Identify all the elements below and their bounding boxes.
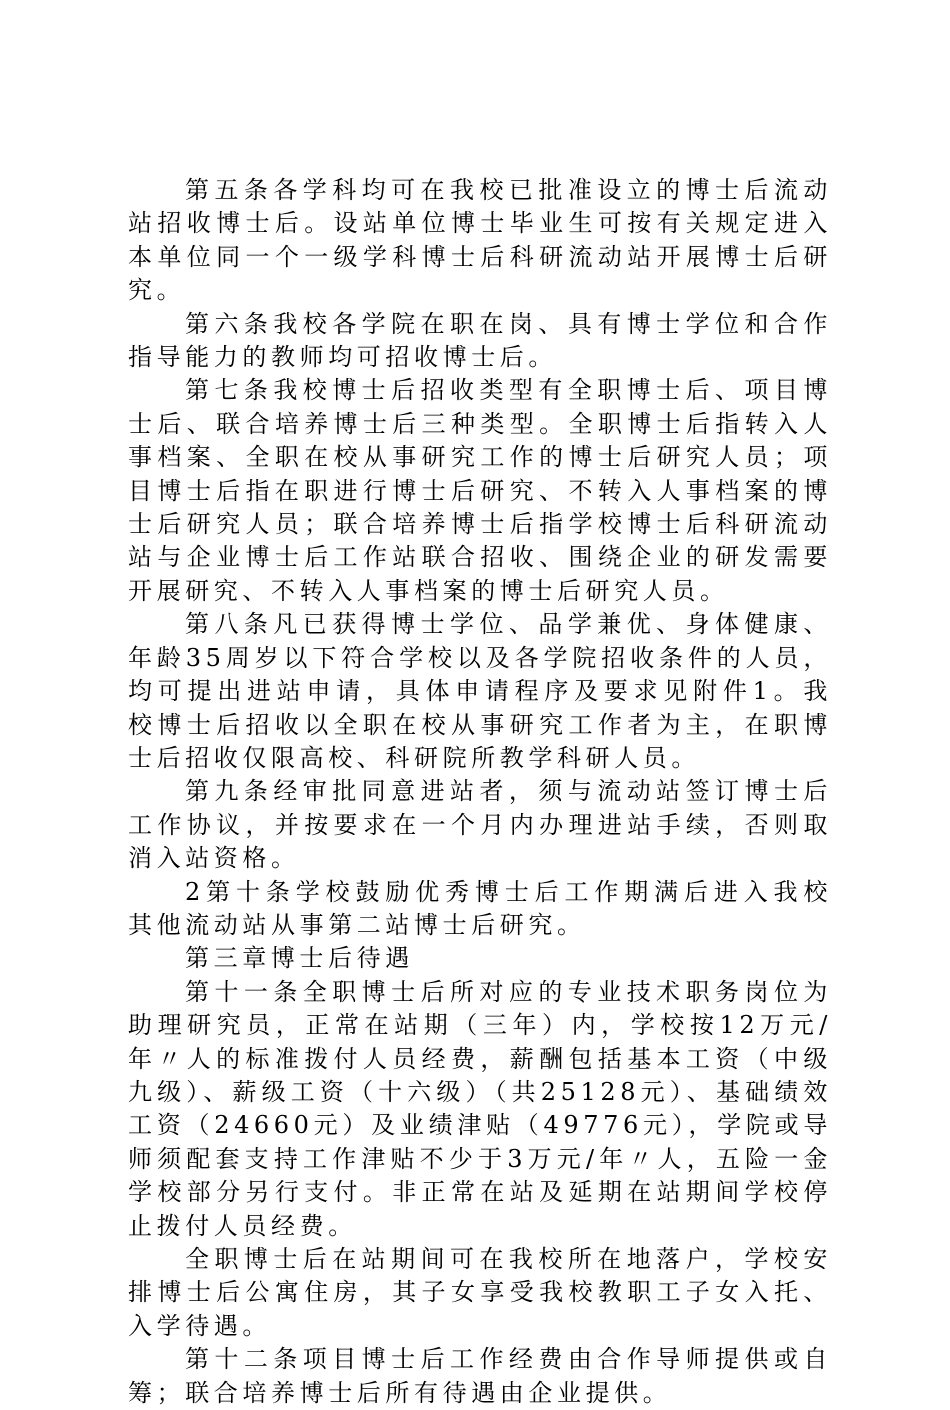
paragraph-article-6: 第六条我校各学院在职在岗、具有博士学位和合作指导能力的教师均可招收博士后。 — [128, 309, 832, 372]
paragraph-article-9: 第九条经审批同意进站者，须与流动站签订博士后工作协议，并按要求在一个月内办理进站手续，否则取消入站资格。 — [128, 777, 832, 873]
paragraph-article-12: 第十二条项目博士后工作经费由合作导师提供或自筹；联合培养博士后所有待遇由企业提供。 — [128, 1345, 832, 1407]
paragraph-article-8: 第八条凡已获得博士学位、品学兼优、身体健康、年龄35周岁以下符合学校以及各学院招收条件的人员，均可提出进站申请，具体申请程序及要求见附件1。我校博士后招收以全职在校从事研究工作者为主，在职博士后招收仅限高校、科研院所教学科研人员。 — [128, 610, 832, 772]
chapter-heading-3: 第三章博士后待遇 — [185, 944, 414, 973]
paragraph-article-7: 第七条我校博士后招收类型有全职博士后、项目博士后、联合培养博士后三种类型。全职博士后指转入人事档案、全职在校从事研究工作的博士后研究人员；项目博士后指在职进行博士后研究、不转入人事档案的博士后研究人员；联合培养博士后指学校博士后科研流动站与企业博士后工作站联合招收、围绕企业的研发需要开展研究、不转入人事档案的博士后研究人员。 — [128, 376, 832, 605]
document-body — [128, 174, 832, 1410]
paragraph-article-10: 2第十条学校鼓励优秀博士后工作期满后进入我校其他流动站从事第二站博士后研究。 — [128, 877, 832, 939]
paragraph-article-11: 第十一条全职博士后所对应的专业技术职务岗位为助理研究员，正常在站期（三年）内，学校按12万元/年〃人的标准拨付人员经费，薪酬包括基本工资（中级九级）、薪级工资（十六级）（共25128元）、基础绩效工资（24660元）及业绩津贴（49776元），学院或导师须配套支持工作津贴不少于3万元/年〃人，五险一金学校部分另行支付。非正常在站及延期在站期间学校停止拨付人员经费。 — [128, 977, 832, 1240]
paragraph-article-5: 第五条各学科均可在我校已批准设立的博士后流动站招收博士后。设站单位博士毕业生可按有关规定进入本单位同一个一级学科博士后科研流动站开展博士后研究。 — [128, 176, 832, 305]
paragraph-fulltime-benefits: 全职博士后在站期间可在我校所在地落户，学校安排博士后公寓住房，其子女享受我校教职工子女入托、入学待遇。 — [128, 1245, 832, 1340]
